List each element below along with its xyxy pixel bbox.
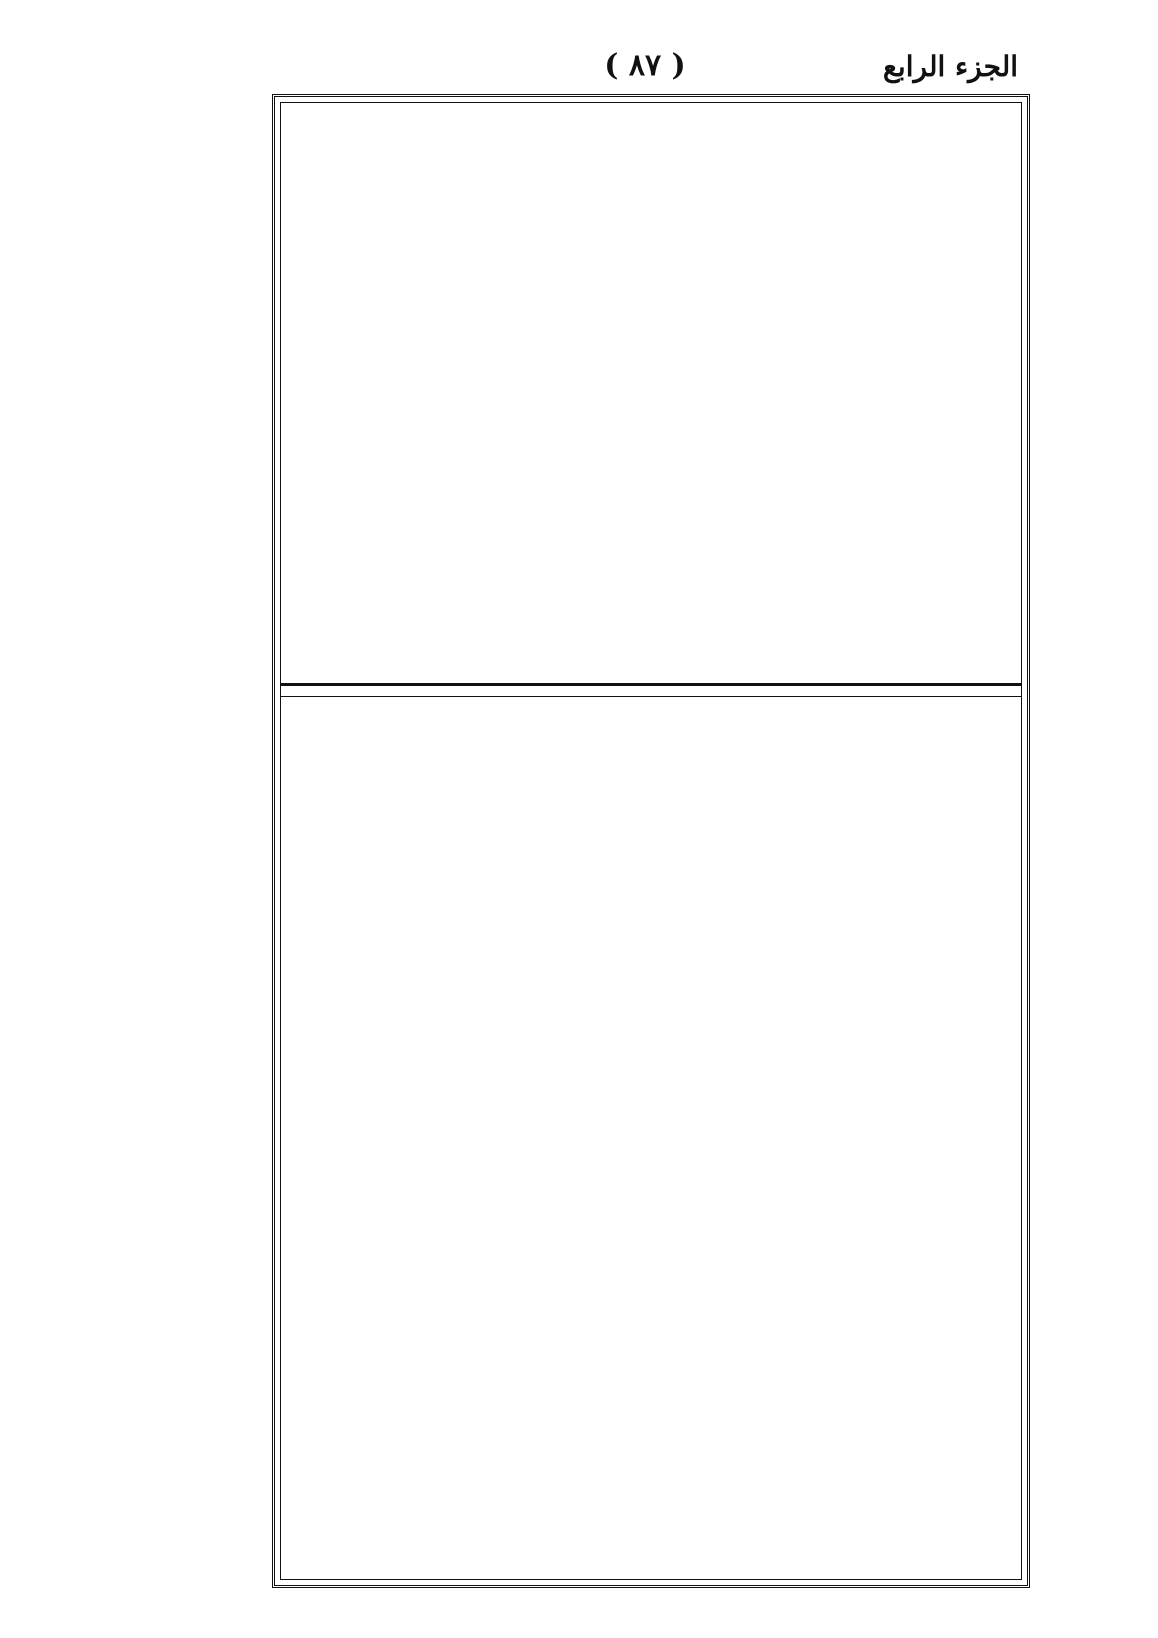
page-number: ( ٨٧ ) — [604, 48, 686, 83]
hadith-text-section — [289, 111, 1013, 677]
commentary-text-section — [289, 705, 1013, 1571]
part-title: الجزء الرابع — [883, 50, 1018, 83]
page-header — [272, 44, 1018, 94]
section-divider — [281, 683, 1021, 697]
page-frame — [272, 94, 1030, 1588]
frame-inner-border — [280, 102, 1022, 1580]
